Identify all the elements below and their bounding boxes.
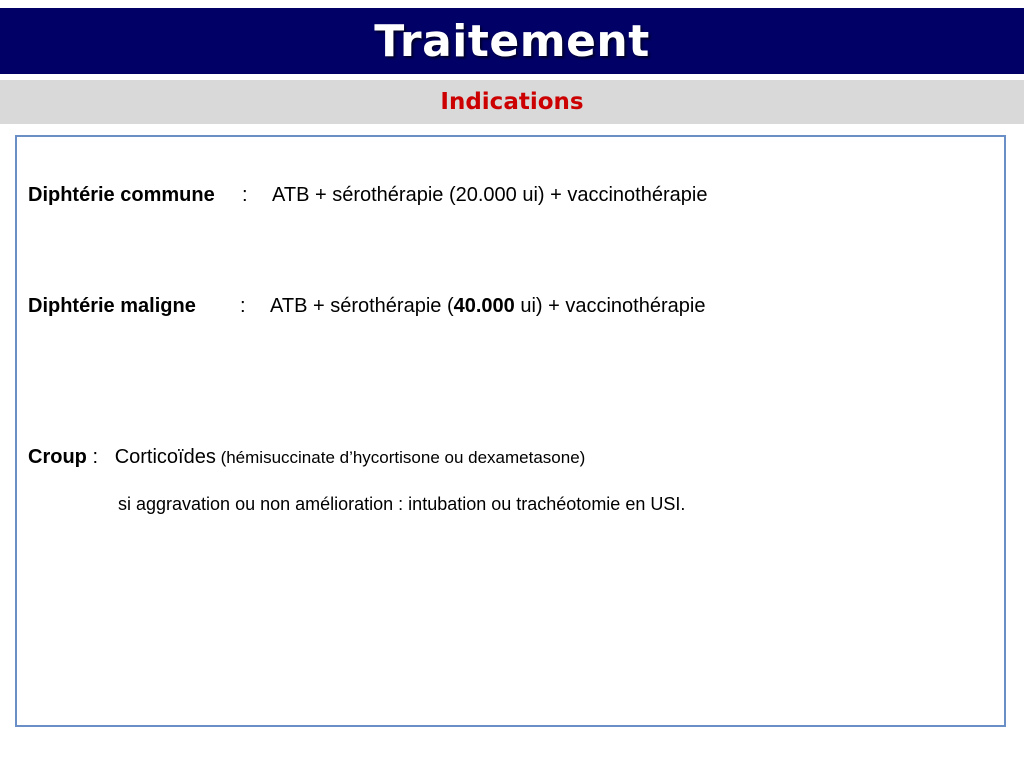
list-item — [28, 184, 707, 207]
item-text-main: Corticoïdes — [114, 446, 216, 468]
item-label: Croup — [28, 446, 87, 468]
list-item — [28, 295, 705, 318]
item-separator: : — [242, 184, 248, 206]
item-label: Diphtérie commune — [28, 184, 215, 206]
item-text-post: ui) + vaccinothérapie — [514, 295, 706, 317]
content-box — [15, 135, 1006, 727]
item-separator: : — [86, 446, 99, 468]
item-text: ATB + sérothérapie (20.000 ui) + vaccinothérapie — [272, 184, 708, 206]
subtitle-bar — [0, 80, 1024, 124]
item-label: Diphtérie maligne — [28, 295, 196, 317]
item-text-pre: ATB + sérothérapie ( — [270, 295, 454, 317]
item-note: si aggravation ou non amélioration : intubation ou trachéotomie en USI. — [118, 494, 686, 514]
item-text-small: (hémisuccinate d’hycortisone ou dexametasone) — [215, 448, 586, 467]
page-subtitle: Indications — [440, 89, 584, 115]
item-separator: : — [240, 295, 246, 317]
title-bar — [0, 8, 1024, 74]
item-text-bold: 40.000 — [453, 295, 515, 317]
list-item — [28, 446, 585, 469]
page-title: Traitement — [374, 15, 650, 67]
